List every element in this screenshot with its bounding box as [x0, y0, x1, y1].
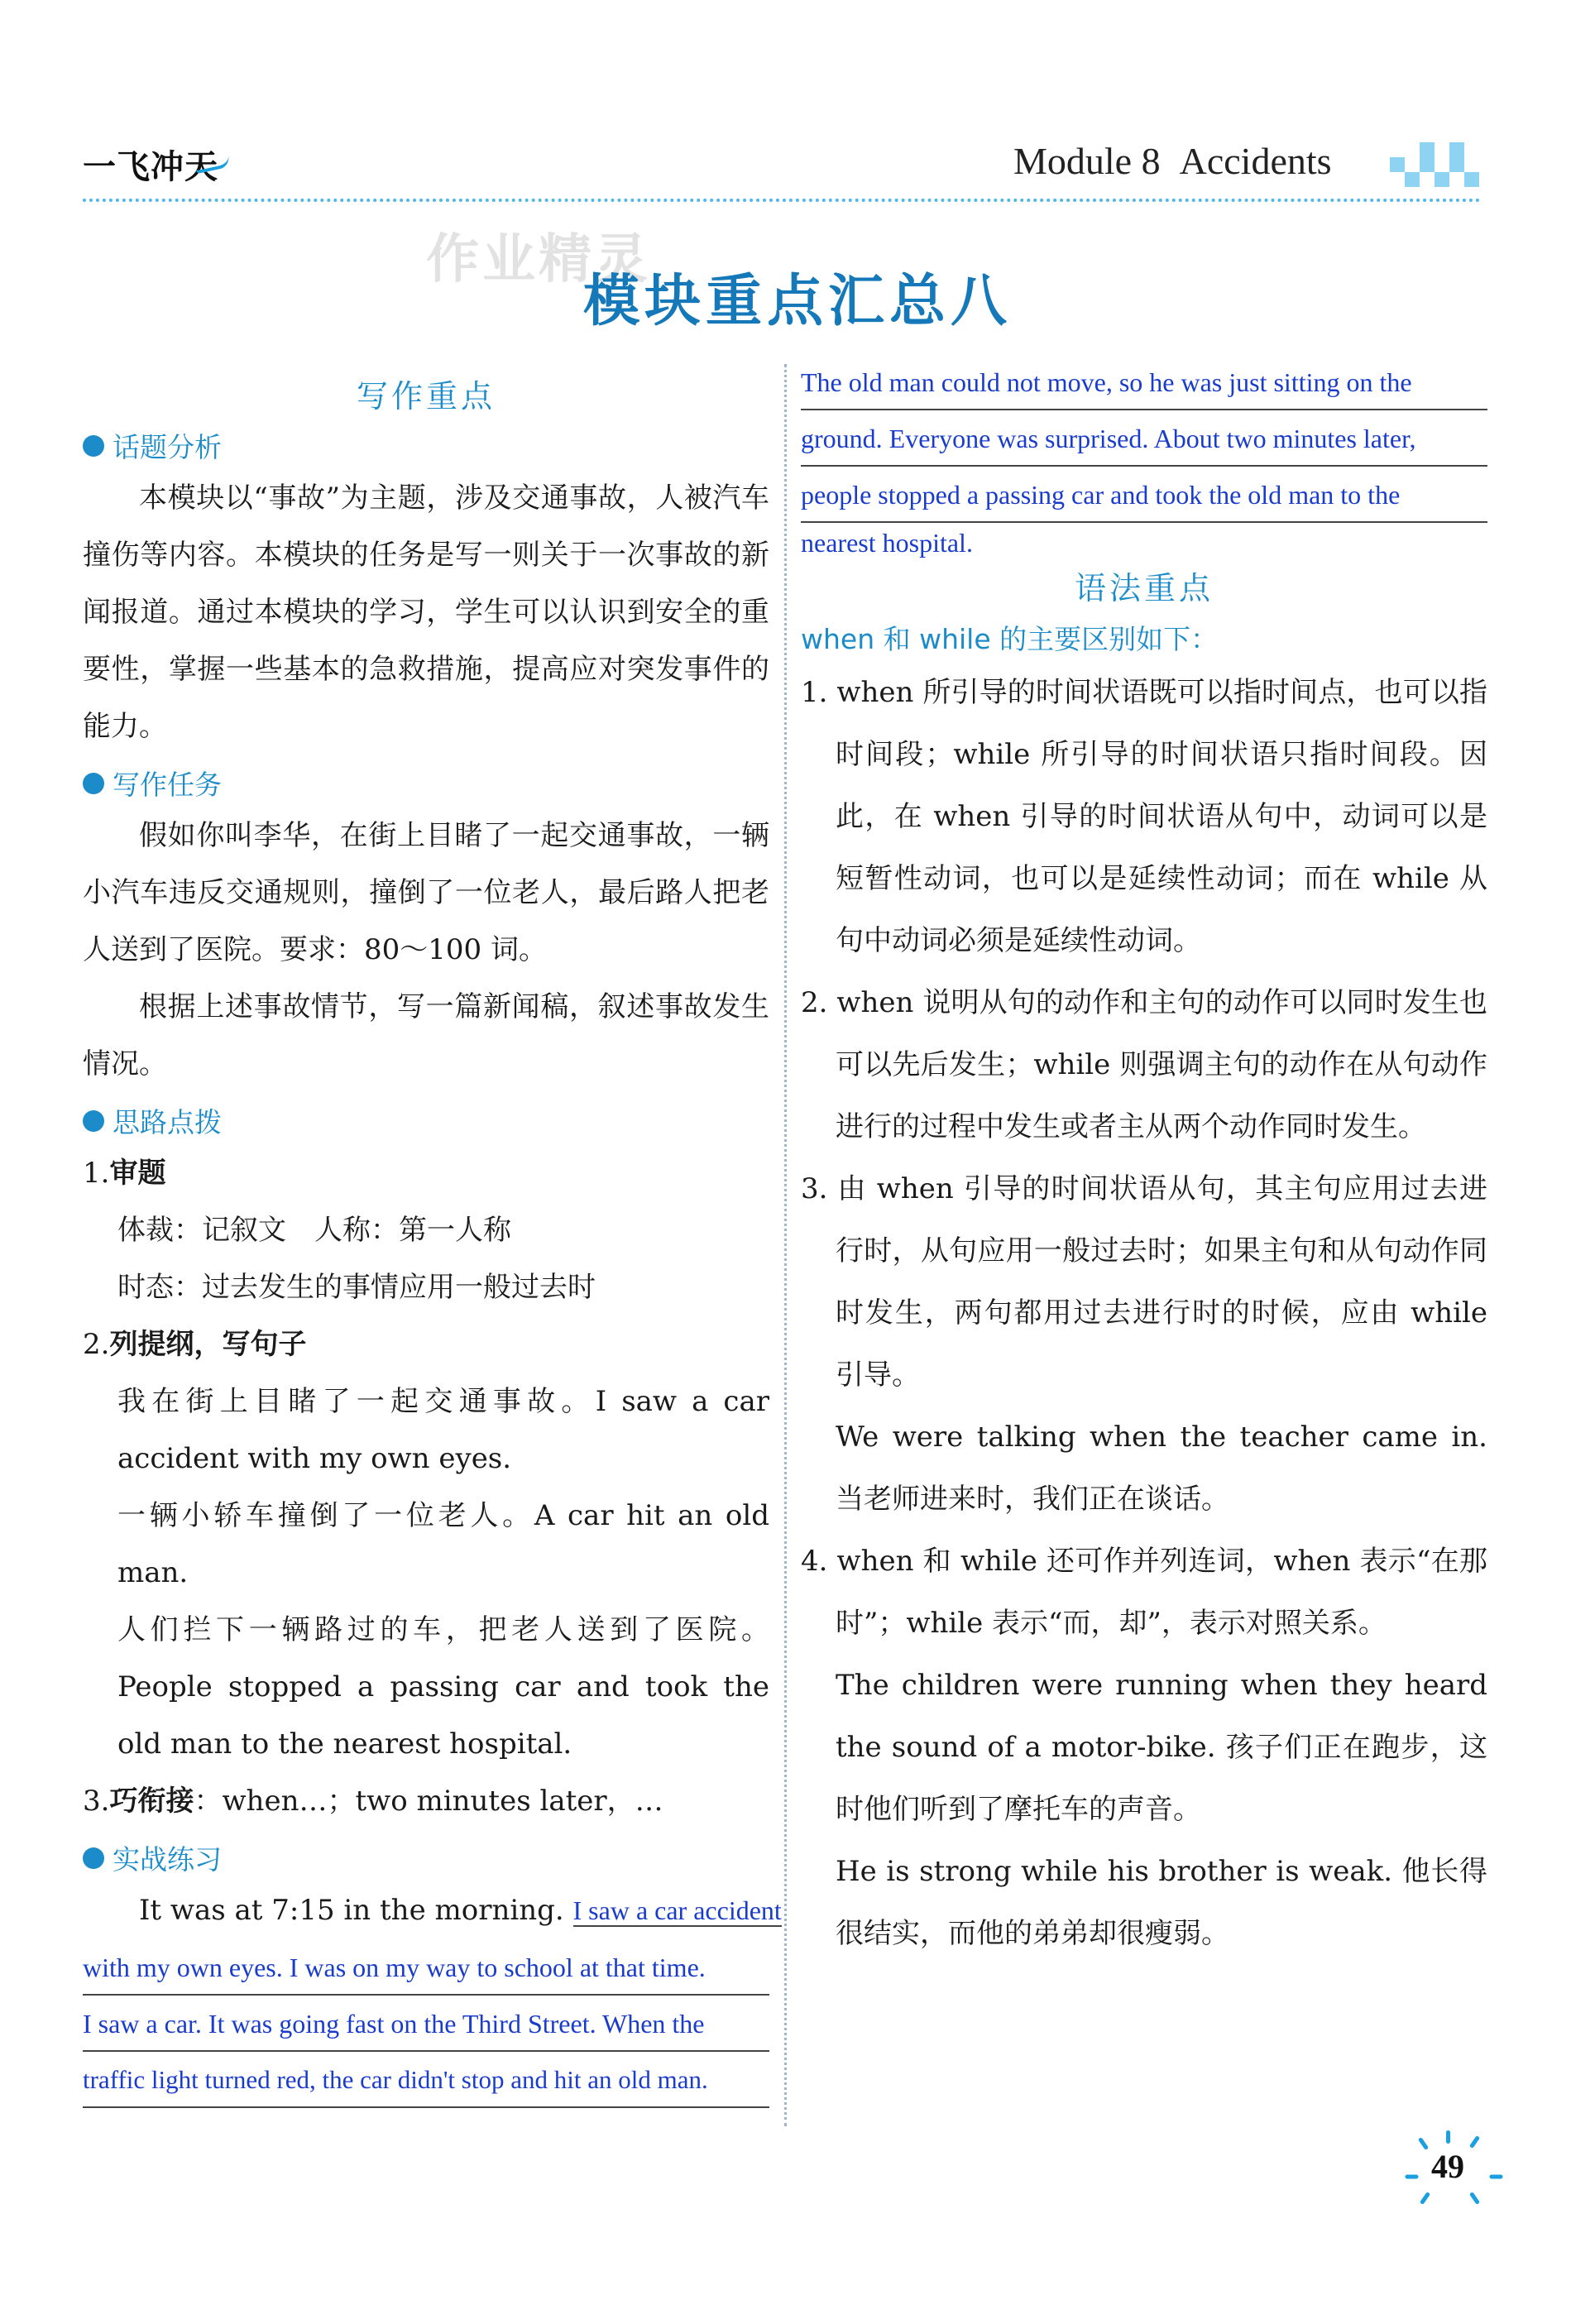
- step-2-label: 列提纲，写句子: [109, 1328, 307, 1361]
- grammar-section-title: 语法重点: [1074, 570, 1214, 606]
- topic-heading-label: 话题分析: [113, 431, 222, 463]
- grammar-heading: when 和 while 的主要区别如下：: [801, 623, 1219, 655]
- step-1-number: 1.: [83, 1157, 110, 1190]
- header-divider: [83, 199, 1481, 202]
- step-2-line-2: 一辆小轿车撞倒了一位老人。A car hit an old man.: [117, 1499, 769, 1589]
- answer-line-6: ground. Everyone was surprised. About two minutes later,: [801, 410, 1487, 467]
- step-3-number: 3.: [83, 1785, 110, 1818]
- page-number-badge: [1406, 2130, 1506, 2205]
- brand-logo: 一飞冲天: [83, 148, 218, 186]
- grammar-example-3: We were talking when the teacher came in. 当老师进来时，我们正在谈话。: [836, 1421, 1487, 1516]
- task-heading: [83, 764, 769, 803]
- column-divider: [784, 364, 787, 2126]
- task-instruction: 根据上述事故情节，写一篇新闻稿，叙述事故发生情况。: [83, 990, 769, 1081]
- watermark: 作业精灵: [426, 229, 651, 290]
- grammar-item-4: 4. when 和 while 还可作并列连词，when 表示“在那时”；while 表示“而，却”，表示对照关系。: [801, 1545, 1487, 1640]
- step-1-line-2: 时态：过去发生的事情应用一般过去时: [117, 1271, 596, 1304]
- bullet-dot-icon: [83, 435, 104, 457]
- step-1-label: 审题: [109, 1157, 166, 1190]
- ideas-heading-label: 思路点拨: [113, 1106, 222, 1138]
- practice-lead-text: It was at 7:15 in the morning.: [139, 1894, 564, 1927]
- ideas-heading: [83, 1101, 769, 1140]
- step-2-line-1: 我在街上目睹了一起交通事故。I saw a car accident with my own eyes.: [117, 1385, 769, 1475]
- bullet-dot-icon: [83, 1110, 104, 1132]
- grammar-example-4b: He is strong while his brother is weak. 他长得很结实，而他的弟弟却很瘦弱。: [836, 1855, 1487, 1950]
- left-column: [83, 364, 782, 2108]
- grammar-item-3: 3. 由 when 引导的时间状语从句，其主句应用过去进行时，从句应用一般过去时；如果主句和从句动作同时发生，两句都用过去进行时的时候，应由 while 引导。: [801, 1172, 1487, 1392]
- step-2-line-3: 人们拦下一辆路过的车，把老人送到了医院。People stopped a passing car and took the old man to the nearest hospital.: [117, 1613, 769, 1761]
- answer-line-8: nearest hospital.: [801, 528, 973, 558]
- module-name: Accidents: [1179, 140, 1332, 182]
- step-3-text: ：when…；two minutes later，…: [194, 1785, 663, 1818]
- task-text: 假如你叫李华，在街上目睹了一起交通事故，一辆小汽车违反交通规则，撞倒了一位老人，最后路人把老人送到了医院。要求：80～100 词。: [83, 819, 769, 966]
- answer-line-4: traffic light turned red, the car didn't stop and hit an old man.: [83, 2052, 769, 2108]
- module-title: [1013, 139, 1332, 183]
- answer-line-2: with my own eyes. I was on my way to school at that time.: [83, 1939, 769, 1996]
- answer-line-3: I saw a car. It was going fast on the Third Street. When the: [83, 1996, 769, 2052]
- checker-decoration-icon: [1390, 141, 1481, 199]
- grammar-item-2: 2. when 说明从句的动作和主句的动作可以同时发生也可以先后发生；while 则强调主句的动作在从句动作进行的过程中发生或者主从两个动作同时发生。: [801, 986, 1487, 1143]
- practice-answer-continued: [801, 354, 1487, 563]
- practice-heading-label: 实战练习: [113, 1843, 222, 1876]
- answer-line-5: The old man could not move, so he was just sitting on the: [801, 354, 1487, 410]
- bullet-dot-icon: [83, 773, 104, 794]
- topic-heading: [83, 426, 769, 465]
- step-1-title: [83, 1145, 769, 1202]
- writing-section-title: 写作重点: [356, 378, 496, 414]
- page-number: 49: [1431, 2148, 1464, 2185]
- step-1-line-1: 体裁：记叙文 人称：第一人称: [117, 1214, 511, 1247]
- answer-line-1: I saw a car accident: [572, 1895, 782, 1925]
- page-title: 模块重点汇总八: [582, 269, 1012, 334]
- right-column: [801, 354, 1487, 1965]
- step-2-title: [83, 1316, 769, 1373]
- module-number: Module 8: [1013, 140, 1161, 182]
- practice-answer: [83, 1939, 769, 2108]
- grammar-item-1: 1. when 所引导的时间状语既可以指时间点，也可以指时间段；while 所引导的时间状语只指时间段。因此，在 when 引导的时间状语从句中，动词可以是短暂性动词，也可以是延续性动词；而在 while 从句中动词必须是延续性动词。: [801, 676, 1487, 957]
- step-2-number: 2.: [83, 1328, 110, 1361]
- practice-lead: [83, 1882, 782, 1939]
- topic-text: 本模块以“事故”为主题，涉及交通事故，人被汽车撞伤等内容。本模块的任务是写一则关于一次事故的新闻报道。通过本模块的学习，学生可以认识到安全的重要性，掌握一些基本的急救措施，提高应对突发事件的能力。: [83, 482, 769, 743]
- practice-heading: [83, 1838, 769, 1877]
- step-3: [83, 1773, 769, 1830]
- step-3-label: 巧衔接: [109, 1785, 194, 1818]
- task-heading-label: 写作任务: [113, 769, 222, 801]
- bullet-dot-icon: [83, 1847, 104, 1869]
- answer-line-7: people stopped a passing car and took the old man to the: [801, 467, 1487, 523]
- grammar-example-4a: The children were running when they heard the sound of a motor-bike. 孩子们正在跑步，这时他们听到了摩托车的声音。: [836, 1669, 1487, 1826]
